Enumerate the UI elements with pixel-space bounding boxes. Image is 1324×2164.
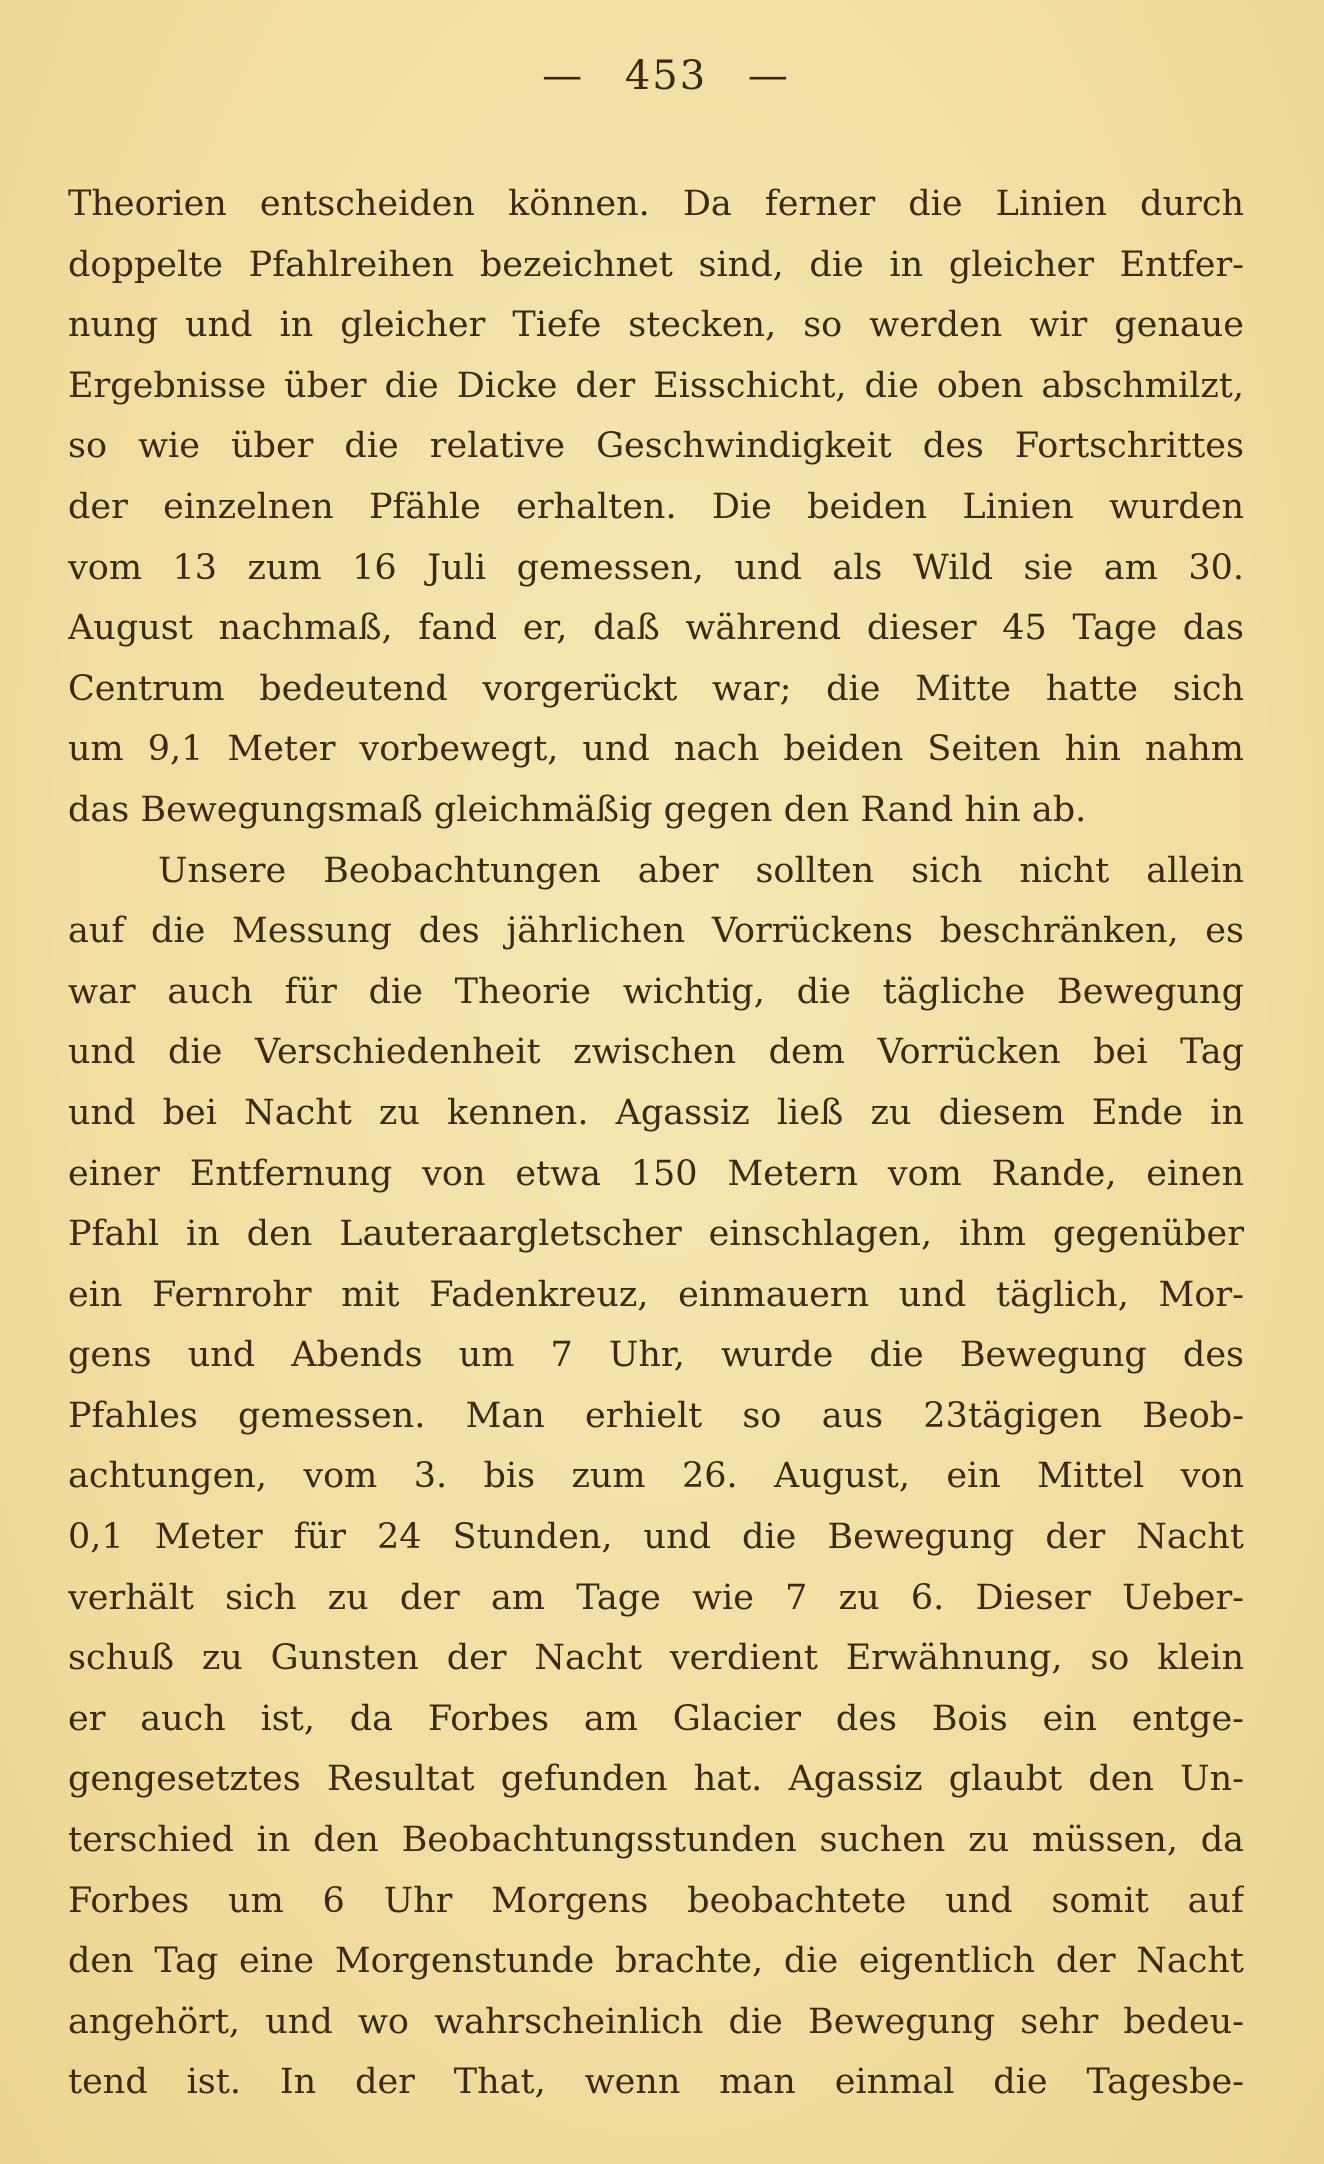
text-line: war auch für die Theorie wichtig, die tägliche Bewegung xyxy=(68,971,1244,1012)
text-line: er auch ist, da Forbes am Glacier des Bois ein entge- xyxy=(68,1698,1244,1739)
text-line: auf die Messung des jährlichen Vorrückens beschränken, es xyxy=(68,911,1244,952)
text-line: das Bewegungsmaß gleichmäßig gegen den Rand hin ab. xyxy=(68,789,1087,830)
text-line: tend ist. In der That, wenn man einmal die Tagesbe- xyxy=(68,2062,1244,2103)
text-line: und bei Nacht zu kennen. Agassiz ließ zu diesem Ende in xyxy=(68,1092,1244,1133)
text-line: 0,1 Meter für 24 Stunden, und die Bewegung der Nacht xyxy=(68,1517,1244,1558)
text-line: August nachmaß, fand er, daß während dieser 45 Tage das xyxy=(68,608,1244,649)
text-line: Ergebnisse über die Dicke der Eisschicht, die oben abschmilzt, xyxy=(68,365,1244,406)
text-line: gengesetztes Resultat gefunden hat. Agassiz glaubt den Un- xyxy=(68,1759,1244,1800)
paragraph-first-line: Unsere Beobachtungen aber sollten sich nicht allein xyxy=(158,850,1244,891)
header-dash-right: — xyxy=(747,53,790,99)
text-line: angehört, und wo wahrscheinlich die Bewegung sehr bedeu- xyxy=(68,2001,1244,2042)
header-dash-left: — xyxy=(542,53,585,99)
text-line: einer Entfernung von etwa 150 Metern vom Rande, einen xyxy=(68,1153,1244,1194)
text-line: ein Fernrohr mit Fadenkreuz, einmauern und täglich, Mor- xyxy=(68,1274,1244,1315)
page-number: 453 xyxy=(624,53,708,99)
body-text xyxy=(68,174,1244,2113)
text-line: achtungen, vom 3. bis zum 26. August, ein Mittel von xyxy=(68,1456,1244,1497)
text-line: um 9,1 Meter vorbewegt, und nach beiden Seiten hin nahm xyxy=(68,729,1244,770)
text-line: der einzelnen Pfähle erhalten. Die beiden Linien wurden xyxy=(68,486,1244,527)
page-header xyxy=(68,48,1244,108)
text-line: Centrum bedeutend vorgerückt war; die Mitte hatte sich xyxy=(68,668,1244,709)
text-line: schuß zu Gunsten der Nacht verdient Erwähnung, so klein xyxy=(68,1638,1244,1679)
text-line: doppelte Pfahlreihen bezeichnet sind, die in gleicher Entfer- xyxy=(68,244,1244,285)
text-line: und die Verschiedenheit zwischen dem Vorrücken bei Tag xyxy=(68,1032,1244,1073)
text-line: gens und Abends um 7 Uhr, wurde die Bewegung des xyxy=(68,1335,1244,1376)
text-line: Forbes um 6 Uhr Morgens beobachtete und somit auf xyxy=(68,1880,1244,1921)
text-line: verhält sich zu der am Tage wie 7 zu 6. Dieser Ueber- xyxy=(68,1577,1244,1618)
text-line: Pfahles gemessen. Man erhielt so aus 23tägigen Beob- xyxy=(68,1395,1244,1436)
text-line: Pfahl in den Lauteraargletscher einschlagen, ihm gegenüber xyxy=(68,1214,1244,1255)
text-line: nung und in gleicher Tiefe stecken, so werden wir genaue xyxy=(68,305,1244,346)
text-line: Theorien entscheiden können. Da ferner die Linien durch xyxy=(68,184,1244,224)
text-line: den Tag eine Morgenstunde brachte, die eigentlich der Nacht xyxy=(68,1941,1244,1982)
text-line: terschied in den Beobachtungsstunden suchen zu müssen, da xyxy=(68,1820,1244,1861)
text-line: vom 13 zum 16 Juli gemessen, und als Wild sie am 30. xyxy=(68,547,1244,588)
text-line: so wie über die relative Geschwindigkeit des Fortschrittes xyxy=(68,426,1244,467)
